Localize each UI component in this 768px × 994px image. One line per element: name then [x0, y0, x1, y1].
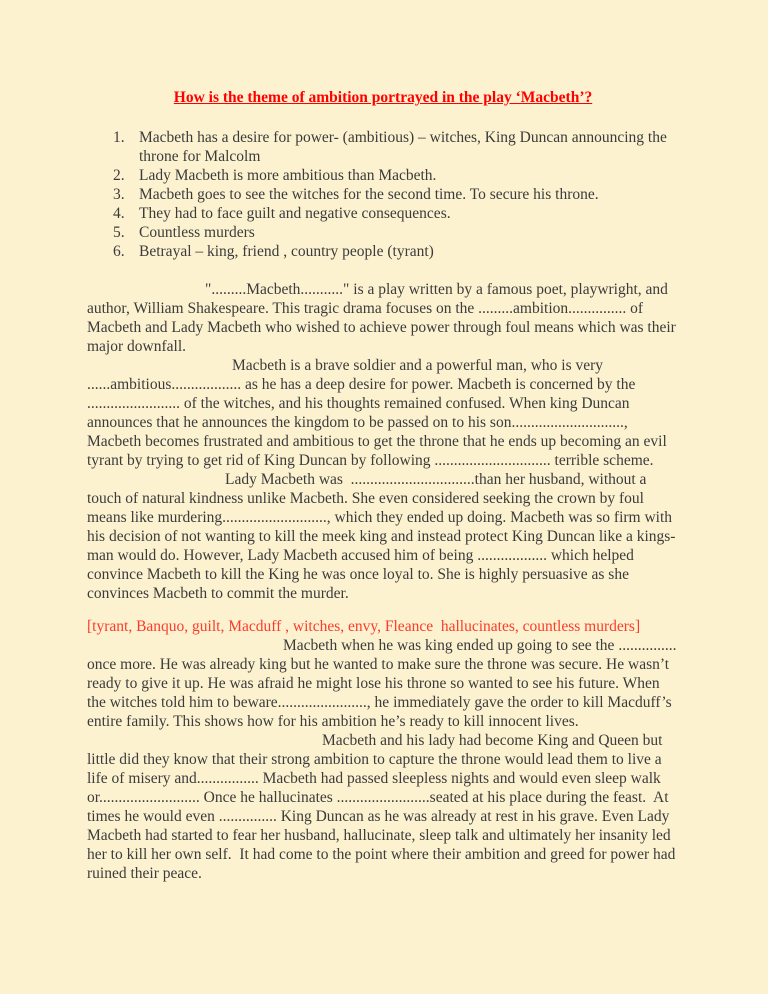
- page-title: How is the theme of ambition portrayed in the play ‘Macbeth’?: [173, 89, 593, 106]
- list-item: Macbeth has a desire for power- (ambitious) – witches, King Duncan announcing the throne for Malcolm: [139, 129, 667, 165]
- keywords-word-bank-line: [tyrant, Banquo, guilt, Macduff , witches, envy, Fleance hallucinates, countless murders]: [87, 618, 641, 635]
- list-item: Macbeth goes to see the witches for the second time. To secure his throne.: [139, 186, 599, 203]
- paragraph-macbeth-ambition: Macbeth is a brave soldier and a powerful man, who is very ......ambitious.................. as he has a deep desire for power. Macbeth is concerned by the ........................ of the witches, and his thoughts remained confused. When king Duncan announces that he announces the kingdom to be passed on to his son............................., Macbeth becomes frustrated and ambitious to get the throne that he ends up becoming an evil tyrant by trying to get rid of King Duncan by following .............................. terrible scheme.: [87, 357, 671, 469]
- list-item: Countless murders: [139, 224, 255, 241]
- list-item: Lady Macbeth is more ambitious than Macbeth.: [139, 167, 437, 184]
- paragraph-witches-second-visit: Macbeth when he was king ended up going to see the ............... once more. He was already king but he wanted to make sure the throne was secure. He wasn’t ready to give it up. He was afraid he might lose his throne so wanted to see his future. When the witches told him to beware......................., he immediately gave the order to kill Macduff’s entire family. This shows how for his ambition he’s ready to kill innocent lives.: [87, 637, 681, 730]
- key-points-list: [87, 128, 679, 261]
- document-body: [87, 88, 679, 883]
- paragraph-intro-shakespeare: ".........Macbeth..........." is a play written by a famous poet, playwright, and author, William Shakespeare. This tragic drama focuses on the .........ambition............... of Macbeth and Lady Macbeth who wished to achieve power through foul means which was their major downfall.: [87, 281, 680, 355]
- paragraph-king-queen-downfall: Macbeth and his lady had become King and Queen but little did they know that their strong ambition to capture the throne would lead them to live a life of misery and................ Macbeth had passed sleepless nights and would even sleep walk or.......................... Once he hallucinates ........................seated at his place during the feast. At times he would even ............... King Duncan as he was already at rest in his grave. Even Lady Macbeth had started to fear her husband, hallucinate, sleep talk and ultimately her insanity led her to kill her own self. It had come to the point where their ambition and greed for power had ruined their peace.: [87, 732, 680, 882]
- paragraph-lady-macbeth: Lady Macbeth was ................................than her husband, without a touch of natural kindness unlike Macbeth. She even considered seeking the crown by foul means like murdering..........................., which they ended up doing. Macbeth was so firm with his decision of not wanting to kill the meek king and instead protect King Duncan like a kings-man would do. However, Lady Macbeth accused him of being .................. which helped convince Macbeth to kill the King he was once loyal to. She is highly persuasive as she convinces Macbeth to commit the murder.: [87, 471, 676, 602]
- list-item: Betrayal – king, friend , country people (tyrant): [139, 243, 434, 260]
- list-item: They had to face guilt and negative consequences.: [139, 205, 451, 222]
